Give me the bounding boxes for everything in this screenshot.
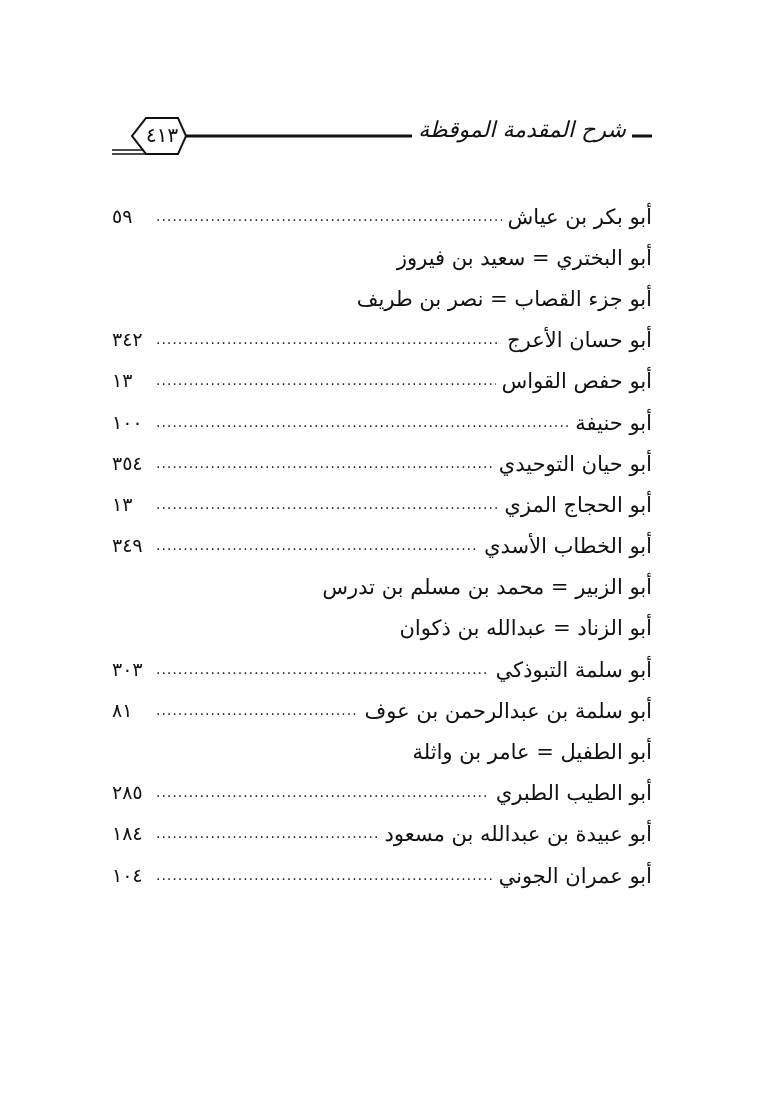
entry-name: أبو بكر بن عياش [507, 204, 652, 229]
dot-leader [156, 332, 501, 348]
dot-leader [156, 456, 493, 472]
index-entry [112, 773, 652, 814]
entry-name: أبو حنيفة [575, 410, 652, 435]
index-entry [112, 402, 652, 443]
dot-leader [156, 497, 498, 513]
entry-page: ٣٤٩ [112, 535, 143, 558]
index-entry [112, 608, 652, 649]
entry-name: أبو الحجاج المزي [504, 492, 652, 517]
index-entry [112, 567, 652, 608]
entry-name: أبو الطيب الطبري [495, 781, 652, 806]
entry-page: ٣٥٤ [112, 452, 143, 475]
page-number: ٤١٣ [145, 123, 179, 147]
index-entry [112, 237, 652, 278]
index-entry [112, 196, 652, 237]
entry-page: ٣٤٢ [112, 329, 143, 352]
name-index-list [112, 196, 652, 896]
index-entry [112, 361, 652, 402]
entry-name: أبو سلمة التبوذكي [495, 657, 652, 682]
dot-leader [156, 662, 490, 678]
index-entry [112, 278, 652, 319]
index-entry [112, 443, 652, 484]
entry-name: أبو حفص القواس [501, 369, 652, 394]
running-title: شرح المقدمة الموقظة [412, 118, 632, 143]
dot-leader [156, 415, 569, 431]
index-entry [112, 855, 652, 896]
dot-leader [156, 703, 359, 719]
entry-name: أبو عبيدة بن عبدالله بن مسعود [384, 822, 652, 847]
index-entry [112, 320, 652, 361]
entry-page: ٥٩ [112, 205, 133, 228]
entry-name: أبو الزناد = عبدالله بن ذكوان [399, 616, 652, 641]
index-entry [112, 484, 652, 525]
dot-leader [156, 209, 502, 225]
entry-page: ١٨٤ [112, 823, 143, 846]
entry-name: أبو الخطاب الأسدي [484, 534, 652, 559]
index-entry [112, 690, 652, 731]
dot-leader [156, 373, 496, 389]
entry-name: أبو حيان التوحيدي [498, 451, 652, 476]
entry-page: ٣٠٣ [112, 658, 143, 681]
dot-leader [156, 868, 493, 884]
dot-leader [156, 538, 478, 554]
entry-page: ١٣ [112, 370, 133, 393]
dot-leader [156, 785, 490, 801]
index-entry [112, 731, 652, 772]
entry-name: أبو جزء القصاب = نصر بن طريف [356, 286, 652, 311]
index-entry [112, 526, 652, 567]
entry-name: أبو حسان الأعرج [507, 328, 652, 353]
dot-leader [156, 826, 379, 842]
entry-name: أبو الزبير = محمد بن مسلم بن تدرس [322, 575, 652, 600]
entry-name: أبو سلمة بن عبدالرحمن بن عوف [364, 698, 652, 723]
index-entry [112, 649, 652, 690]
entry-page: ١٣ [112, 493, 133, 516]
entry-page: ٢٨٥ [112, 782, 143, 805]
entry-name: أبو الطفيل = عامر بن واثلة [412, 740, 652, 765]
entry-page: ١٠٠ [112, 411, 143, 434]
entry-page: ٨١ [112, 699, 133, 722]
page-header [112, 112, 652, 160]
entry-page: ١٠٤ [112, 864, 143, 887]
index-entry [112, 814, 652, 855]
entry-name: أبو عمران الجوني [498, 863, 652, 888]
entry-name: أبو البختري = سعيد بن فيروز [396, 245, 652, 270]
